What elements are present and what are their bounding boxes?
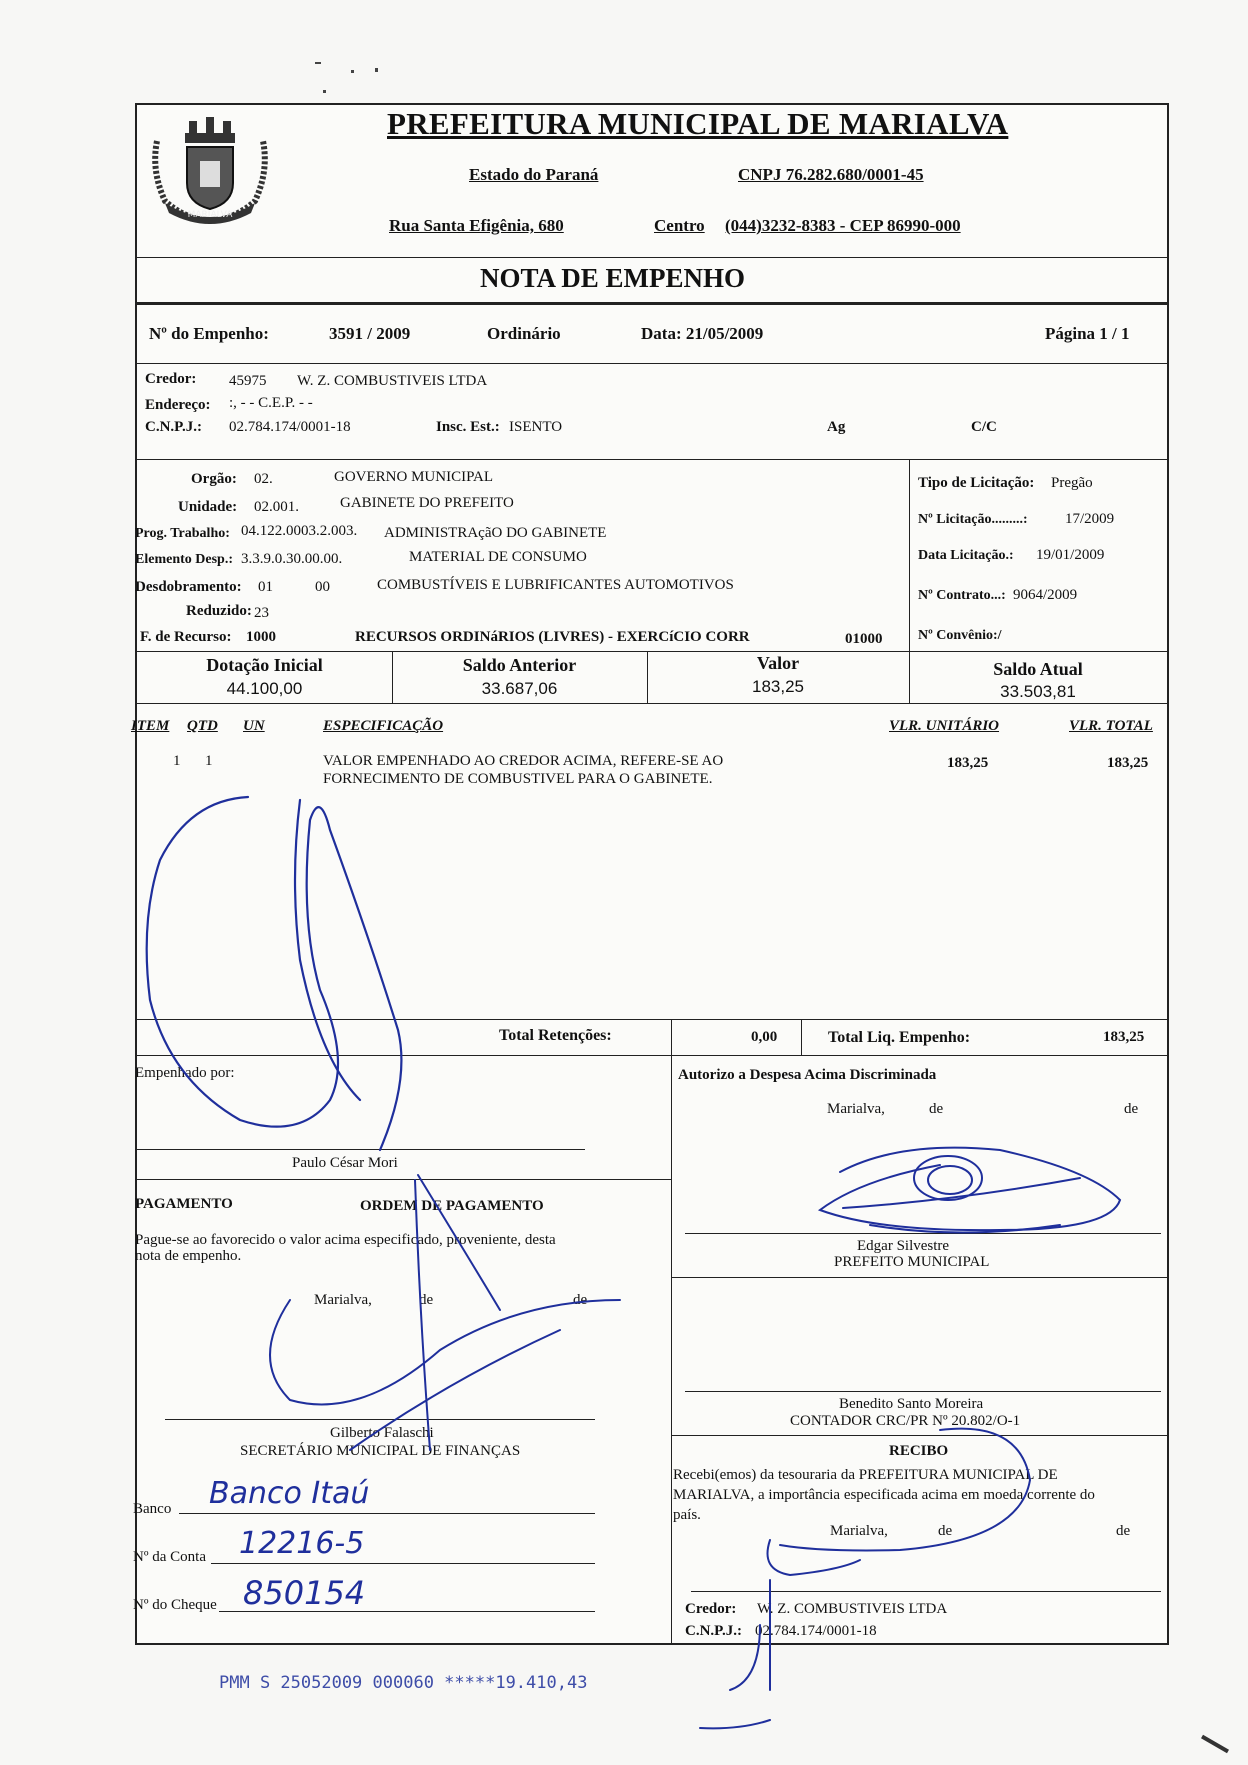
phone-cep: (044)3232-8383 - CEP 86990-000 xyxy=(725,216,961,235)
row-unit-value: 183,25 xyxy=(947,755,989,771)
col-unit-value: VLR. UNITÁRIO xyxy=(889,718,1000,734)
autorizo-de-2: de xyxy=(1124,1101,1139,1117)
recibo-text-1: Recebi(emos) da tesouraria da PREFEITURA MUNICIPAL DE xyxy=(673,1467,1058,1483)
empenho-type: Ordinário xyxy=(487,324,561,343)
saldo-atual-value: 33.503,81 xyxy=(1000,682,1076,701)
prog-label: Prog. Trabalho: xyxy=(135,526,230,541)
recibo-creditor-name: W. Z. COMBUSTIVEIS LTDA xyxy=(757,1601,948,1617)
autorizo-de-1: de xyxy=(929,1101,944,1117)
creditor-address: :, - - C.E.P. - - xyxy=(229,395,313,411)
finance-name: Gilberto Falaschi xyxy=(330,1425,434,1441)
agency-label: Ag xyxy=(827,419,846,435)
unidade-code: 02.001. xyxy=(254,499,299,515)
pagamento-label: PAGAMENTO xyxy=(135,1196,233,1212)
recurso-label: F. de Recurso: xyxy=(140,629,232,645)
retencoes-value: 0,00 xyxy=(751,1029,778,1045)
autorizo-label: Autorizo a Despesa Acima Discriminada xyxy=(678,1067,937,1083)
pague-text-1: Pague-se ao favorecido o valor acima especificado, proveniente, desta xyxy=(135,1232,556,1248)
autorizo-place: Marialva, xyxy=(827,1101,885,1117)
unidade-name: GABINETE DO PREFEITO xyxy=(340,495,514,511)
saldo-atual-label: Saldo Atual xyxy=(993,659,1083,679)
empenhado-por-label: Empenhado por: xyxy=(135,1065,235,1081)
municipality-cnpj: CNPJ 76.282.680/0001-45 xyxy=(738,165,924,184)
cheque-handwritten: 850154 xyxy=(243,1574,366,1612)
district: Centro xyxy=(654,216,705,235)
contract-number: 9064/2009 xyxy=(1013,587,1078,603)
desdobramento-code-1: 01 xyxy=(258,579,273,595)
account-handwritten: 12216-5 xyxy=(239,1526,365,1561)
licitacao-date-label: Data Licitação.: xyxy=(918,548,1014,563)
recibo-text-2: MARIALVA, a importância especificada acima em moeda corrente do xyxy=(673,1487,1095,1503)
pagamento-de-1: de xyxy=(419,1292,434,1308)
svg-text:MARIALVA: MARIALVA xyxy=(187,210,233,220)
licitacao-date: 19/01/2009 xyxy=(1036,547,1105,563)
pague-text-2: nota de empenho. xyxy=(135,1248,242,1264)
desdobramento-code-2: 00 xyxy=(315,579,330,595)
contract-label: Nº Contrato...: xyxy=(918,588,1006,603)
recibo-cnpj: 02.784.174/0001-18 xyxy=(755,1623,877,1639)
empenhado-por-name: Paulo César Mori xyxy=(292,1155,398,1171)
recibo-creditor-label: Credor: xyxy=(685,1601,737,1617)
recibo-place: Marialva, xyxy=(830,1523,888,1539)
valor-label: Valor xyxy=(756,653,800,673)
bank-handwritten: Banco Itaú xyxy=(209,1476,370,1511)
creditor-cnpj: 02.784.174/0001-18 xyxy=(229,419,351,435)
account-number-label: Nº da Conta xyxy=(133,1549,206,1565)
prog-name: ADMINISTRAçãO DO GABINETE xyxy=(384,525,607,541)
col-item: ITEM xyxy=(131,718,170,734)
recurso-name: RECURSOS ORDINáRIOS (LIVRES) - EXERCíCIO CORR xyxy=(355,629,750,645)
mayor-name: Edgar Silvestre xyxy=(857,1238,950,1254)
saldo-anterior-label: Saldo Anterior xyxy=(462,655,577,675)
state-name: Estado do Paraná xyxy=(469,165,599,184)
recibo-de-2: de xyxy=(1116,1523,1131,1539)
recibo-cnpj-label: C.N.P.J.: xyxy=(685,1623,742,1639)
state-registration-label: Insc. Est.: xyxy=(436,419,500,435)
creditor-cnpj-label: C.N.P.J.: xyxy=(145,419,202,435)
mayor-role: PREFEITO MUNICIPAL xyxy=(834,1254,990,1270)
row-spec-line2: FORNECIMENTO DE COMBUSTIVEL PARA O GABINETE. xyxy=(323,771,713,787)
desdobramento-label: Desdobramento: xyxy=(135,579,242,595)
prog-code: 04.122.0003.2.003. xyxy=(241,523,358,539)
valor-value: 183,25 xyxy=(752,677,804,696)
desdobramento-name: COMBUSTÍVEIS E LUBRIFICANTES AUTOMOTIVOS xyxy=(377,577,734,593)
liquid-total-value: 183,25 xyxy=(1103,1029,1145,1045)
row-item: 1 xyxy=(173,753,181,769)
empenho-number-label: Nº do Empenho: xyxy=(149,324,269,343)
unidade-label: Unidade: xyxy=(178,499,238,515)
orgao-name: GOVERNO MUNICIPAL xyxy=(334,469,494,485)
row-total-value: 183,25 xyxy=(1107,755,1149,771)
row-qtd: 1 xyxy=(205,753,213,769)
licitacao-number: 17/2009 xyxy=(1065,511,1115,527)
elemento-name: MATERIAL DE CONSUMO xyxy=(409,549,587,565)
accountant-name: Benedito Santo Moreira xyxy=(839,1396,984,1412)
cheque-number-label: Nº do Cheque xyxy=(133,1597,217,1613)
creditor-name: W. Z. COMBUSTIVEIS LTDA xyxy=(297,373,488,389)
elemento-code: 3.3.9.0.30.00.00. xyxy=(241,551,343,567)
pagamento-place: Marialva, xyxy=(314,1292,372,1308)
municipality-title: PREFEITURA MUNICIPAL DE MARIALVA xyxy=(387,106,1009,141)
footer-stamp: PMM S 25052009 000060 *****19.410,43 xyxy=(219,1673,588,1693)
recibo-label: RECIBO xyxy=(889,1443,949,1459)
reduzido-label: Reduzido: xyxy=(186,603,252,619)
row-spec-line1: VALOR EMPENHADO AO CREDOR ACIMA, REFERE-SE AO xyxy=(323,753,724,769)
dotacao-inicial-label: Dotação Inicial xyxy=(206,655,323,675)
orgao-label: Orgão: xyxy=(191,471,237,487)
address-label: Endereço: xyxy=(145,397,211,413)
state-registration: ISENTO xyxy=(509,419,563,435)
empenho-number: 3591 / 2009 xyxy=(329,324,411,343)
licitacao-type: Pregão xyxy=(1051,475,1093,491)
col-spec: ESPECIFICAÇÃO xyxy=(323,718,444,734)
recurso-code: 1000 xyxy=(246,629,276,645)
col-un: UN xyxy=(243,718,265,734)
licitacao-number-label: Nº Licitação.........: xyxy=(918,512,1028,527)
finance-role: SECRETÁRIO MUNICIPAL DE FINANÇAS xyxy=(240,1443,521,1459)
accountant-role: CONTADOR CRC/PR Nº 20.802/O-1 xyxy=(790,1413,1021,1429)
document-title: NOTA DE EMPENHO xyxy=(480,263,746,293)
licitacao-type-label: Tipo de Licitação: xyxy=(918,475,1035,491)
street-address: Rua Santa Efigênia, 680 xyxy=(389,216,564,235)
reduzido-value: 23 xyxy=(254,605,269,621)
recibo-text-3: país. xyxy=(673,1507,701,1523)
col-qtd: QTD xyxy=(187,718,218,734)
recibo-de-1: de xyxy=(938,1523,953,1539)
ordem-pagamento-label: ORDEM DE PAGAMENTO xyxy=(360,1198,544,1214)
page-number: Página 1 / 1 xyxy=(1045,324,1130,343)
dotacao-inicial-value: 44.100,00 xyxy=(226,679,303,698)
empenho-date: Data: 21/05/2009 xyxy=(641,324,764,343)
account-label: C/C xyxy=(971,419,997,435)
saldo-anterior-value: 33.687,06 xyxy=(481,679,558,698)
pagamento-de-2: de xyxy=(573,1292,588,1308)
creditor-code: 45975 xyxy=(229,373,267,389)
elemento-label: Elemento Desp.: xyxy=(135,552,233,567)
creditor-label: Credor: xyxy=(145,371,197,387)
orgao-code: 02. xyxy=(254,471,273,487)
retencoes-label: Total Retenções: xyxy=(499,1027,612,1044)
recurso-number: 01000 xyxy=(845,631,883,647)
col-total-value: VLR. TOTAL xyxy=(1069,718,1153,734)
liquid-total-label: Total Liq. Empenho: xyxy=(828,1029,971,1046)
bank-label: Banco xyxy=(133,1501,172,1517)
convenio-label: Nº Convênio:/ xyxy=(918,628,1002,643)
